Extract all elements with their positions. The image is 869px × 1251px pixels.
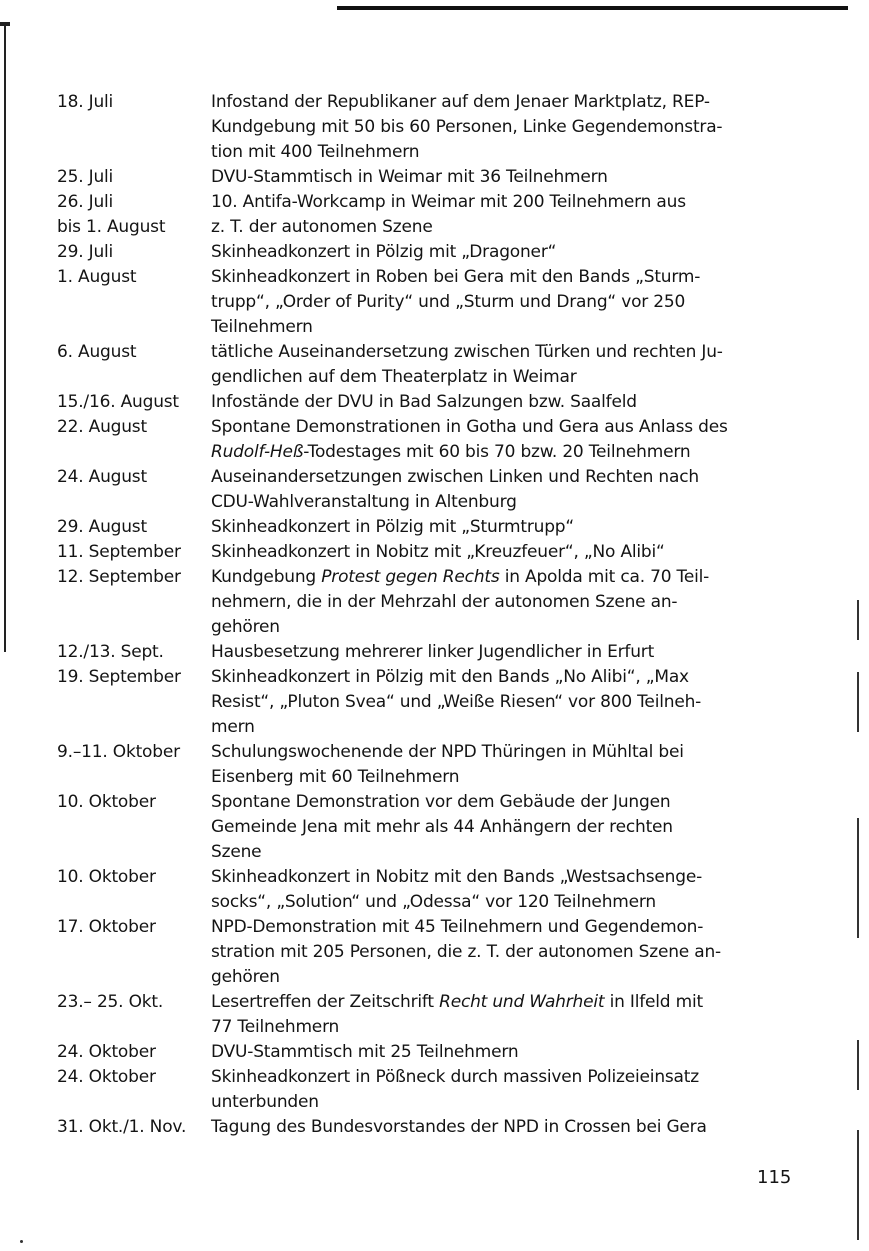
entry-date: 10. Oktober bbox=[57, 792, 156, 812]
entry-date: 26. Juli bbox=[57, 192, 114, 212]
scan-speck bbox=[20, 1240, 23, 1243]
entry-description bbox=[211, 390, 737, 415]
entry-date: 29. Juli bbox=[57, 242, 114, 262]
right-margin-mark bbox=[857, 672, 859, 732]
entry-line: socks“, „Solution“ und „Odessa“ vor 120 Teilnehmern bbox=[211, 892, 656, 912]
italic-title: Recht und Wahrheit bbox=[439, 992, 605, 1012]
entry-description bbox=[211, 515, 737, 540]
entry-line: DVU-Stammtisch in Weimar mit 36 Teilnehmern bbox=[211, 167, 608, 187]
left-margin-rule bbox=[4, 24, 6, 652]
entry-line: tion mit 400 Teilnehmern bbox=[211, 142, 420, 162]
chronology-entry bbox=[57, 90, 737, 165]
right-margin-mark bbox=[857, 1130, 859, 1240]
entry-description bbox=[211, 640, 737, 665]
entry-date: 24. Oktober bbox=[57, 1042, 156, 1062]
chronology-entry bbox=[57, 1065, 737, 1115]
entry-line: Skinheadkonzert in Pölzig mit „Dragoner“ bbox=[211, 242, 557, 262]
entry-date: 23.– 25. Okt. bbox=[57, 992, 164, 1012]
entry-date: 6. August bbox=[57, 342, 137, 362]
entry-line: Resist“, „Pluton Svea“ und „Weiße Riesen“ vor 800 Teilneh- bbox=[211, 692, 702, 712]
entry-line: unterbunden bbox=[211, 1092, 319, 1112]
entry-date: 31. Okt./1. Nov. bbox=[57, 1117, 187, 1137]
chronology-entry bbox=[57, 990, 737, 1040]
entry-description bbox=[211, 215, 737, 240]
entry-line: gehören bbox=[211, 967, 280, 987]
entry-line: Eisenberg mit 60 Teilnehmern bbox=[211, 767, 460, 787]
entry-description bbox=[211, 415, 737, 465]
entry-line: NPD-Demonstration mit 45 Teilnehmern und Gegendemon- bbox=[211, 917, 704, 937]
entry-line: Infostand der Republikaner auf dem Jenaer Marktplatz, REP- bbox=[211, 92, 710, 112]
entry-line: 77 Teilnehmern bbox=[211, 1017, 340, 1037]
right-margin-mark bbox=[857, 1040, 859, 1090]
chronology-entry bbox=[57, 165, 737, 190]
entry-line: CDU-Wahlveranstaltung in Altenburg bbox=[211, 492, 517, 512]
chronology-entry bbox=[57, 565, 737, 640]
entry-description bbox=[211, 790, 737, 865]
entry-line: Skinheadkonzert in Pößneck durch massiven Polizeieinsatz bbox=[211, 1067, 699, 1087]
entry-date: 24. August bbox=[57, 467, 147, 487]
entry-date: 29. August bbox=[57, 517, 147, 537]
entry-line: z. T. der autonomen Szene bbox=[211, 217, 433, 237]
chronology-entry bbox=[57, 665, 737, 740]
entry-description bbox=[211, 165, 737, 190]
chronology-list bbox=[57, 90, 737, 1140]
entry-description bbox=[211, 540, 737, 565]
entry-line: 10. Antifa-Workcamp in Weimar mit 200 Teilnehmern aus bbox=[211, 192, 686, 212]
entry-date: 22. August bbox=[57, 417, 147, 437]
entry-date: 15./16. August bbox=[57, 392, 179, 412]
entry-line: Schulungswochenende der NPD Thüringen in Mühltal bei bbox=[211, 742, 684, 762]
entry-date: 11. September bbox=[57, 542, 181, 562]
entry-description bbox=[211, 90, 737, 165]
chronology-entry bbox=[57, 465, 737, 515]
entry-date: bis 1. August bbox=[57, 217, 166, 237]
entry-description bbox=[211, 665, 737, 740]
entry-description bbox=[211, 1115, 737, 1140]
entry-date: 25. Juli bbox=[57, 167, 114, 187]
entry-description bbox=[211, 240, 737, 265]
entry-line: Tagung des Bundesvorstandes der NPD in Crossen bei Gera bbox=[211, 1117, 707, 1137]
entry-line: Spontane Demonstration vor dem Gebäude der Jungen bbox=[211, 792, 671, 812]
italic-title: Protest gegen Rechts bbox=[321, 567, 500, 587]
chronology-entry bbox=[57, 215, 737, 240]
chronology-entry bbox=[57, 640, 737, 665]
entry-line: mern bbox=[211, 717, 255, 737]
entry-line: Szene bbox=[211, 842, 262, 862]
entry-line: trupp“, „Order of Purity“ und „Sturm und Drang“ vor 250 bbox=[211, 292, 686, 312]
entry-line: Rudolf-Heß-Todestages mit 60 bis 70 bzw. 20 Teilnehmern bbox=[211, 442, 691, 462]
entry-line: Hausbesetzung mehrerer linker Jugendlicher in Erfurt bbox=[211, 642, 655, 662]
chronology-entry bbox=[57, 390, 737, 415]
page-number: 115 bbox=[757, 1167, 792, 1188]
entry-date: 24. Oktober bbox=[57, 1067, 156, 1087]
chronology-entry bbox=[57, 790, 737, 865]
entry-date: 10. Oktober bbox=[57, 867, 156, 887]
entry-description bbox=[211, 990, 737, 1040]
chronology-entry bbox=[57, 265, 737, 340]
entry-line: Kundgebung mit 50 bis 60 Personen, Linke Gegendemonstra- bbox=[211, 117, 723, 137]
top-rule bbox=[337, 6, 848, 10]
chronology-entry bbox=[57, 415, 737, 465]
entry-description bbox=[211, 915, 737, 990]
chronology-entry bbox=[57, 340, 737, 390]
entry-line: Infostände der DVU in Bad Salzungen bzw. Saalfeld bbox=[211, 392, 637, 412]
entry-line: Skinheadkonzert in Roben bei Gera mit den Bands „Sturm- bbox=[211, 267, 701, 287]
entry-line: gendlichen auf dem Theaterplatz in Weimar bbox=[211, 367, 577, 387]
entry-line: nehmern, die in der Mehrzahl der autonomen Szene an- bbox=[211, 592, 678, 612]
entry-line: Lesertreffen der Zeitschrift Recht und Wahrheit in Ilfeld mit bbox=[211, 992, 703, 1012]
entry-description bbox=[211, 265, 737, 340]
chronology-entry bbox=[57, 1115, 737, 1140]
entry-line: gehören bbox=[211, 617, 280, 637]
entry-description bbox=[211, 740, 737, 790]
entry-date: 1. August bbox=[57, 267, 137, 287]
chronology-entry bbox=[57, 540, 737, 565]
entry-line: Teilnehmern bbox=[211, 317, 313, 337]
entry-description bbox=[211, 340, 737, 390]
entry-line: Skinheadkonzert in Pölzig mit „Sturmtrupp“ bbox=[211, 517, 575, 537]
entry-line: Skinheadkonzert in Nobitz mit den Bands „Westsachsenge- bbox=[211, 867, 703, 887]
entry-date: 12./13. Sept. bbox=[57, 642, 164, 662]
right-margin-mark bbox=[857, 600, 859, 640]
entry-date: 19. September bbox=[57, 667, 181, 687]
chronology-entry bbox=[57, 515, 737, 540]
entry-description bbox=[211, 1065, 737, 1115]
entry-description bbox=[211, 865, 737, 915]
entry-date: 12. September bbox=[57, 567, 181, 587]
entry-line: Gemeinde Jena mit mehr als 44 Anhängern der rechten bbox=[211, 817, 673, 837]
chronology-entry bbox=[57, 1040, 737, 1065]
entry-line: tätliche Auseinandersetzung zwischen Türken und rechten Ju- bbox=[211, 342, 723, 362]
entry-line: Kundgebung Protest gegen Rechts in Apolda mit ca. 70 Teil- bbox=[211, 567, 710, 587]
entry-line: Skinheadkonzert in Pölzig mit den Bands „No Alibi“, „Max bbox=[211, 667, 689, 687]
entry-description bbox=[211, 465, 737, 515]
entry-date: 9.–11. Oktober bbox=[57, 742, 180, 762]
entry-date: 18. Juli bbox=[57, 92, 114, 112]
entry-line: stration mit 205 Personen, die z. T. der autonomen Szene an- bbox=[211, 942, 721, 962]
entry-description bbox=[211, 190, 737, 215]
right-margin-mark bbox=[857, 818, 859, 938]
chronology-entry bbox=[57, 190, 737, 215]
chronology-entry bbox=[57, 240, 737, 265]
entry-line: DVU-Stammtisch mit 25 Teilnehmern bbox=[211, 1042, 519, 1062]
entry-date: 17. Oktober bbox=[57, 917, 156, 937]
entry-description bbox=[211, 1040, 737, 1065]
entry-line: Auseinandersetzungen zwischen Linken und Rechten nach bbox=[211, 467, 699, 487]
entry-description bbox=[211, 565, 737, 640]
chronology-entry bbox=[57, 865, 737, 915]
italic-title: Rudolf-Heß bbox=[211, 442, 304, 462]
entry-line: Skinheadkonzert in Nobitz mit „Kreuzfeuer“, „No Alibi“ bbox=[211, 542, 665, 562]
chronology-entry bbox=[57, 915, 737, 990]
chronology-entry bbox=[57, 740, 737, 790]
entry-line: Spontane Demonstrationen in Gotha und Gera aus Anlass des bbox=[211, 417, 728, 437]
